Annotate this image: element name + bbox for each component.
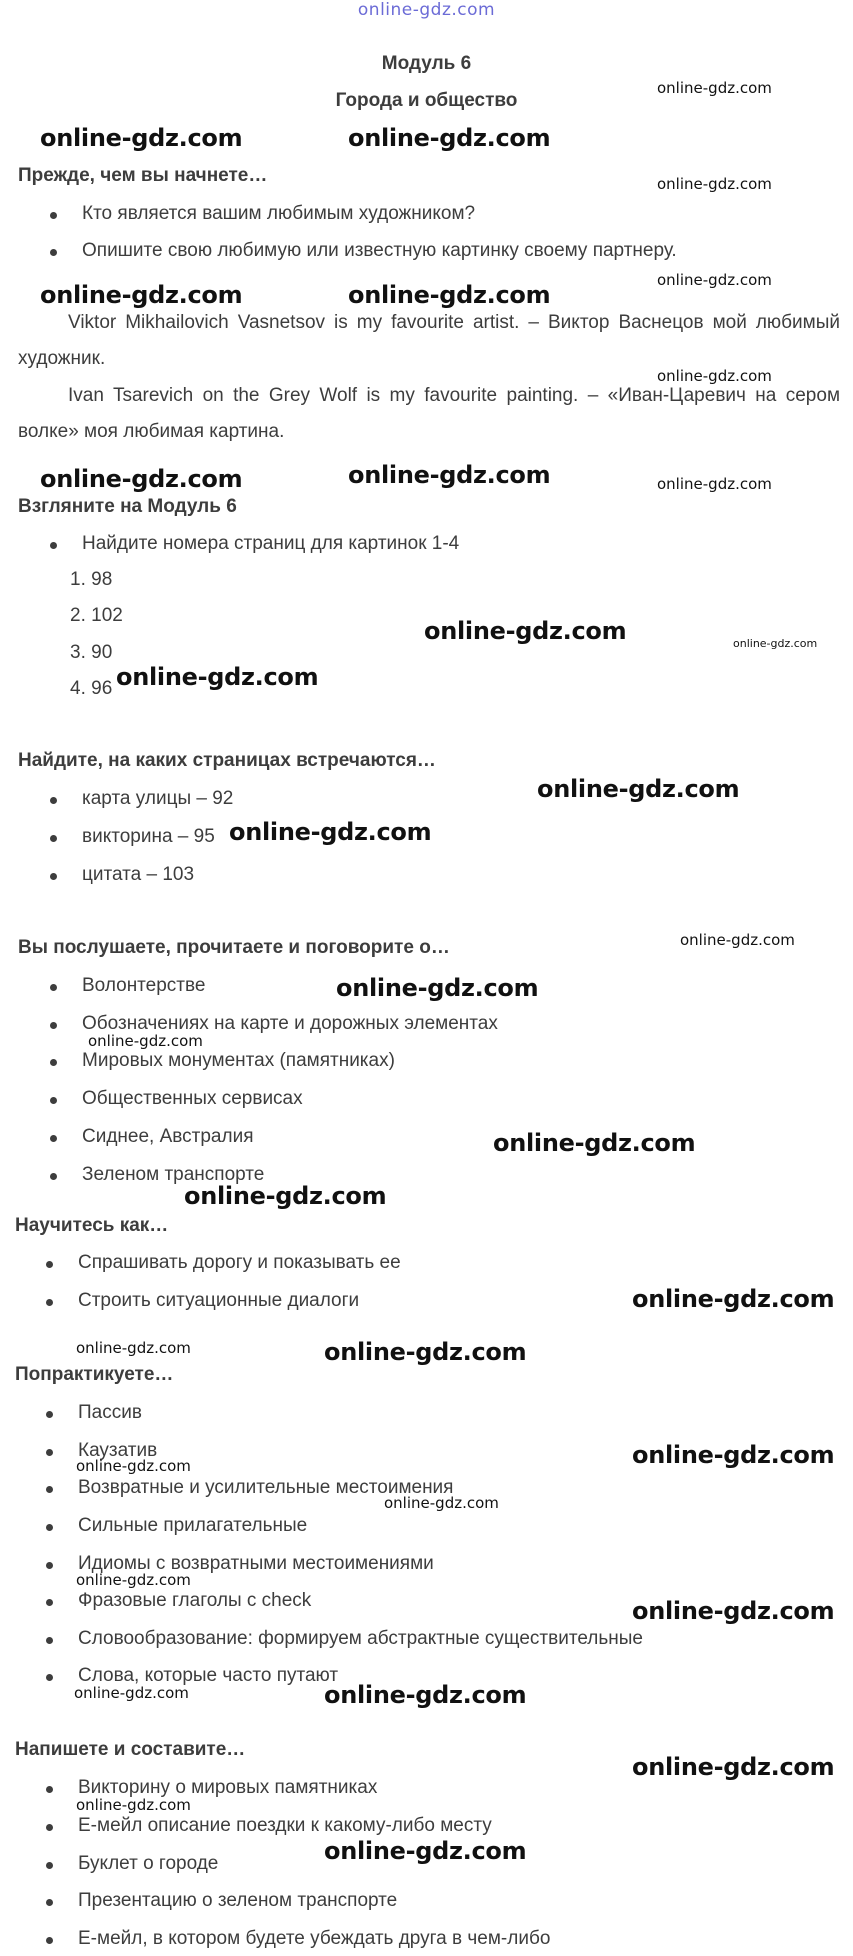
- bullet-icon: [46, 1786, 53, 1793]
- watermark: online-gdz.com: [348, 461, 551, 489]
- page-number-item: 4. 96: [70, 678, 113, 699]
- watermark: online-gdz.com: [680, 931, 795, 949]
- bullet-icon: [46, 1261, 53, 1268]
- watermark: online-gdz.com: [336, 974, 539, 1002]
- list-item: Зеленом транспорте: [82, 1164, 264, 1186]
- watermark: online-gdz.com: [76, 1796, 191, 1814]
- bullet-icon: [46, 1299, 53, 1306]
- list-item: Слова, которые часто путают: [78, 1665, 338, 1687]
- list-item: Спрашивать дорогу и показывать ее: [78, 1252, 401, 1274]
- watermark: online-gdz.com: [733, 637, 818, 650]
- watermark: online-gdz.com: [632, 1597, 835, 1625]
- list-item: Е-мейл описание поездки к какому-либо месту: [78, 1815, 492, 1837]
- list-item: Пассив: [78, 1402, 142, 1424]
- list-item: Словообразование: формируем абстрактные существительные: [78, 1628, 643, 1650]
- module-title: Модуль 6: [381, 53, 472, 74]
- watermark: online-gdz.com: [76, 1571, 191, 1589]
- watermark: online-gdz.com: [324, 1681, 527, 1709]
- bullet-icon: [50, 1135, 57, 1142]
- page-number-item: 3. 90: [70, 642, 113, 663]
- bullet-icon: [46, 1524, 53, 1531]
- section-heading-look: Взгляните на Модуль 6: [18, 496, 237, 517]
- list-item: викторина – 95: [82, 826, 215, 848]
- list-item: Опишите свою любимую или известную картинку своему партнеру.: [82, 240, 677, 262]
- bullet-icon: [50, 212, 57, 219]
- bullet-icon: [46, 1411, 53, 1418]
- list-item: Каузатив: [78, 1440, 157, 1462]
- watermark: online-gdz.com: [657, 175, 772, 193]
- list-item: Презентацию о зеленом транспорте: [78, 1890, 397, 1912]
- bullet-icon: [46, 1637, 53, 1644]
- bullet-icon: [46, 1449, 53, 1456]
- answer-paragraph: Viktor Mikhailovich Vasnetsov is my favourite artist. – Виктор Васнецов мой любимый художник.: [18, 312, 840, 369]
- watermark: online-gdz.com: [324, 1338, 527, 1366]
- bullet-icon: [46, 1862, 53, 1869]
- list-item: Возвратные и усилительные местоимения: [78, 1477, 453, 1499]
- watermark: online-gdz.com: [116, 663, 319, 691]
- watermark: online-gdz.com: [384, 1494, 499, 1512]
- watermark: online-gdz.com: [40, 465, 243, 493]
- list-item: Обозначениях на карте и дорожных элементах: [82, 1013, 498, 1035]
- site-logo: online-gdz.com: [357, 0, 496, 20]
- list-item: Найдите номера страниц для картинок 1-4: [82, 533, 459, 555]
- watermark: online-gdz.com: [88, 1032, 203, 1050]
- watermark: online-gdz.com: [348, 281, 551, 309]
- list-item: цитата – 103: [82, 864, 194, 886]
- bullet-icon: [50, 542, 57, 549]
- bullet-icon: [46, 1599, 53, 1606]
- bullet-icon: [46, 1937, 53, 1944]
- bullet-icon: [46, 1899, 53, 1906]
- answer-paragraph: Ivan Tsarevich on the Grey Wolf is my favourite painting. – «Иван-Царевич на сером волке» моя любимая картина.: [18, 385, 840, 442]
- bullet-icon: [50, 1097, 57, 1104]
- bullet-icon: [50, 797, 57, 804]
- bullet-icon: [50, 1173, 57, 1180]
- section-heading-learn: Научитесь как…: [15, 1215, 169, 1236]
- watermark: online-gdz.com: [657, 475, 772, 493]
- bullet-icon: [46, 1562, 53, 1569]
- watermark: online-gdz.com: [74, 1684, 189, 1702]
- bullet-icon: [50, 835, 57, 842]
- list-item: Буклет о городе: [78, 1853, 218, 1875]
- section-heading-practice: Попрактикуете…: [15, 1364, 174, 1385]
- section-heading-listen: Вы послушаете, прочитаете и поговорите о…: [18, 937, 450, 958]
- watermark: online-gdz.com: [229, 818, 432, 846]
- module-subtitle: Города и общество: [335, 90, 518, 111]
- section-heading-before-start: Прежде, чем вы начнете…: [18, 165, 268, 186]
- watermark: online-gdz.com: [632, 1285, 835, 1313]
- bullet-icon: [50, 984, 57, 991]
- list-item: Строить ситуационные диалоги: [78, 1290, 359, 1312]
- watermark: online-gdz.com: [632, 1753, 835, 1781]
- bullet-icon: [50, 1059, 57, 1066]
- list-item: Кто является вашим любимым художником?: [82, 203, 475, 225]
- page-number-item: 1. 98: [70, 569, 113, 590]
- watermark: online-gdz.com: [657, 79, 772, 97]
- section-heading-write: Напишете и составите…: [15, 1739, 246, 1760]
- watermark: online-gdz.com: [537, 775, 740, 803]
- watermark: online-gdz.com: [632, 1441, 835, 1469]
- section-heading-find: Найдите, на каких страницах встречаются…: [18, 750, 436, 771]
- bullet-icon: [50, 249, 57, 256]
- bullet-icon: [46, 1486, 53, 1493]
- list-item: Мировых монументах (памятниках): [82, 1050, 395, 1072]
- list-item: Е-мейл, в котором будете убеждать друга в чем-либо: [78, 1928, 550, 1950]
- list-item: Фразовые глаголы с check: [78, 1590, 311, 1612]
- bullet-icon: [50, 1022, 57, 1029]
- watermark: online-gdz.com: [657, 367, 772, 385]
- watermark: online-gdz.com: [424, 617, 627, 645]
- watermark: online-gdz.com: [76, 1457, 191, 1475]
- page-number-item: 2. 102: [70, 605, 123, 626]
- list-item: карта улицы – 92: [82, 788, 233, 810]
- watermark: online-gdz.com: [76, 1339, 191, 1357]
- list-item: Идиомы с возвратными местоимениями: [78, 1553, 434, 1575]
- watermark: online-gdz.com: [184, 1182, 387, 1210]
- watermark: online-gdz.com: [40, 124, 243, 152]
- watermark: online-gdz.com: [493, 1129, 696, 1157]
- list-item: Волонтерстве: [82, 975, 205, 997]
- list-item: Сильные прилагательные: [78, 1515, 307, 1537]
- list-item: Сиднее, Австралия: [82, 1126, 253, 1148]
- bullet-icon: [46, 1824, 53, 1831]
- bullet-icon: [50, 873, 57, 880]
- watermark: online-gdz.com: [40, 281, 243, 309]
- watermark: online-gdz.com: [657, 271, 772, 289]
- list-item: Викторину о мировых памятниках: [78, 1777, 377, 1799]
- watermark: online-gdz.com: [348, 124, 551, 152]
- list-item: Общественных сервисах: [82, 1088, 303, 1110]
- watermark: online-gdz.com: [324, 1837, 527, 1865]
- bullet-icon: [46, 1674, 53, 1681]
